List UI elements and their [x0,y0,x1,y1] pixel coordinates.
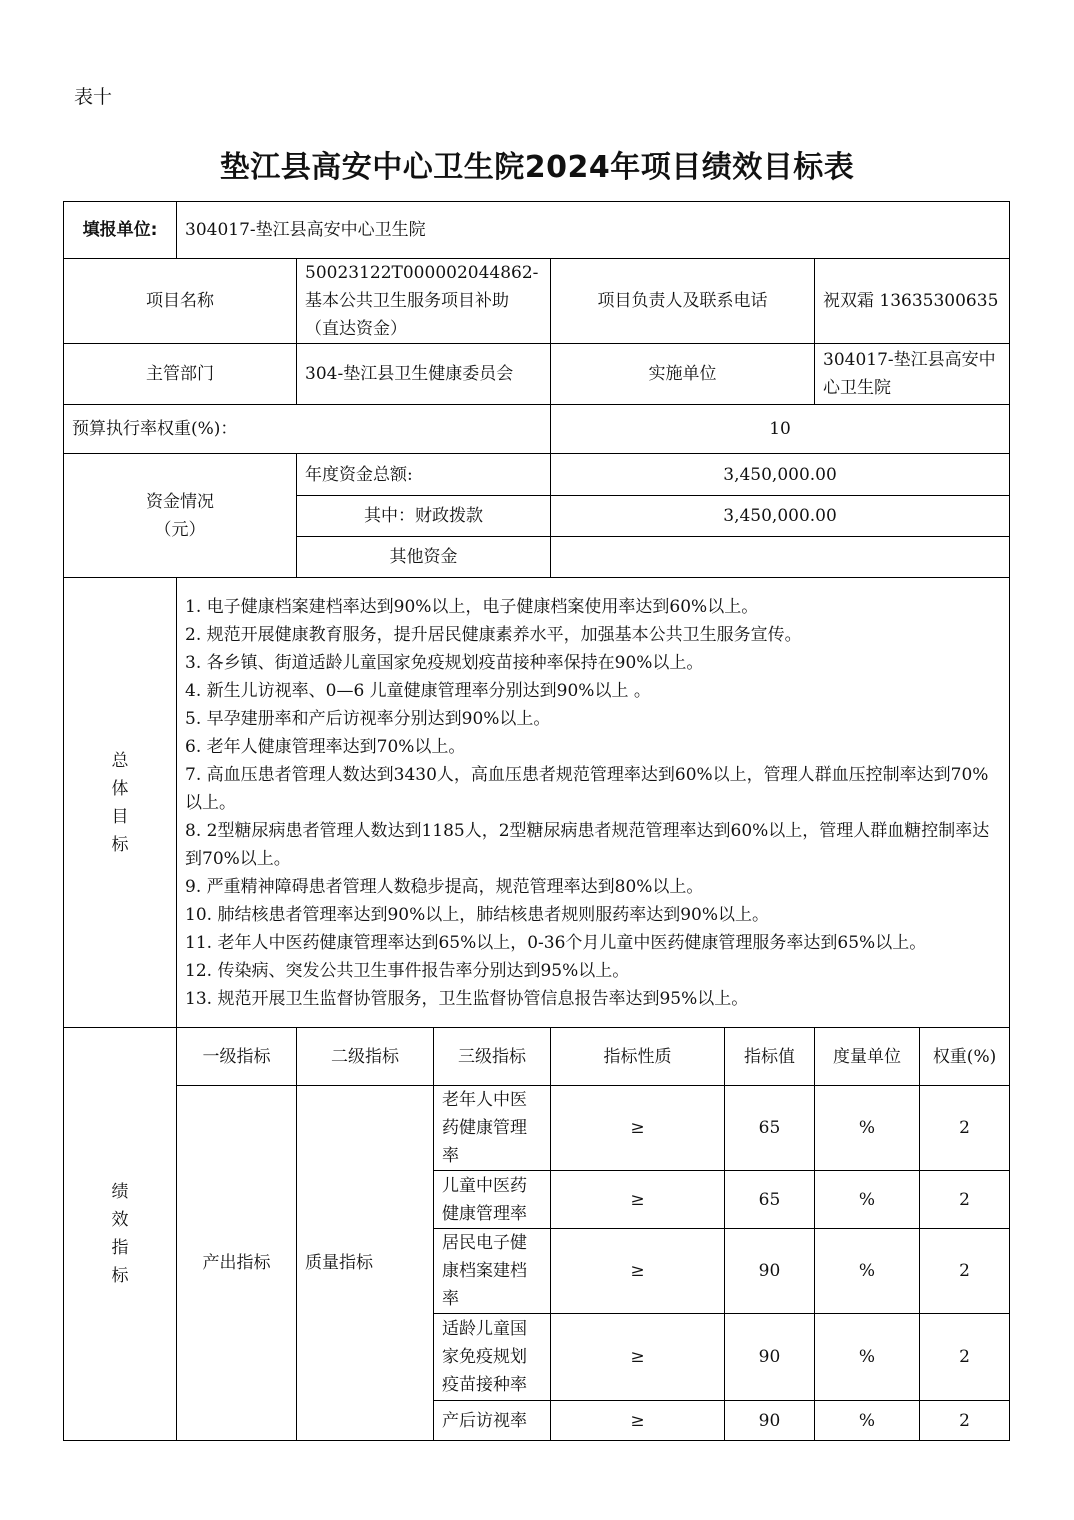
header-level2: 二级指标 [297,1028,434,1086]
indicator-section-char: 指 [111,1238,129,1258]
goal-item: 5. 早孕建册率和产后访视率分别达到90%以上。 [185,708,551,729]
indicator-unit: % [815,1401,920,1441]
project-name-label: 项目名称 [64,259,297,344]
indicator-value: 65 [725,1086,815,1171]
funds-total-label: 年度资金总额: [297,454,551,496]
indicator-nature: ≥ [551,1314,725,1401]
header-level3: 三级指标 [434,1028,551,1086]
project-contact-label: 项目负责人及联系电话 [551,259,815,344]
goal-item: 13. 规范开展卫生监督协管服务，卫生监督协管信息报告率达到95%以上。 [185,988,749,1009]
document-title: 垫江县高安中心卫生院2024年项目绩效目标表 [219,150,855,185]
indicator-section-label [64,1028,177,1441]
overall-goal-char: 标 [111,834,129,855]
overall-goal-char: 体 [111,778,129,799]
funds-fiscal-value: 3,450,000.00 [551,496,1010,537]
impl-unit-value: 304017-垫江县高安中心卫生院 [815,344,1010,405]
indicator-weight: 2 [920,1171,1010,1229]
indicator-unit: % [815,1086,920,1171]
overall-goal-content [177,578,1010,1028]
indicator-value: 90 [725,1229,815,1314]
overall-goal-char: 目 [111,806,129,827]
indicator-section-char: 绩 [111,1182,129,1202]
funds-other-label: 其他资金 [297,537,551,578]
performance-target-table [63,201,1010,1441]
indicator-name: 居民电子健康档案建档率 [434,1229,551,1314]
header-unit: 度量单位 [815,1028,920,1086]
goal-item: 3. 各乡镇、街道适龄儿童国家免疫规划疫苗接种率保持在90%以上。 [185,652,704,673]
filler-value: 304017-垫江县高安中心卫生院 [177,202,1010,259]
indicator-nature: ≥ [551,1229,725,1314]
indicator-weight: 2 [920,1401,1010,1441]
budget-rate-label: 预算执行率权重(%)： [64,405,551,454]
indicator-value: 90 [725,1314,815,1401]
table-number-label: 表十 [74,86,113,108]
indicator-nature: ≥ [551,1086,725,1171]
filler-label: 填报单位: [64,202,177,259]
indicator-name: 儿童中医药健康管理率 [434,1171,551,1229]
overall-goal-label [64,578,177,1028]
indicator-name: 产后访视率 [434,1401,551,1441]
goal-item: 10. 肺结核患者管理率达到90%以上，肺结核患者规则服药率达到90%以上。 [185,904,770,925]
indicator-section-char: 标 [111,1266,129,1286]
goal-item: 7. 高血压患者管理人数达到3430人，高血压患者规范管理率达到60%以上，管理人群血压控制率达到70%以上。 [185,764,989,813]
funds-label-line1: 资金情况 [146,491,214,512]
indicator-section-char: 效 [111,1210,129,1230]
header-level1: 一级指标 [177,1028,297,1086]
table-row [64,1086,1010,1171]
indicator-nature: ≥ [551,1401,725,1441]
funds-fiscal-label: 其中：财政拨款 [297,496,551,537]
dept-value: 304-垫江县卫生健康委员会 [297,344,551,405]
impl-unit-label: 实施单位 [551,344,815,405]
indicator-name: 老年人中医药健康管理率 [434,1086,551,1171]
level1-value: 产出指标 [177,1086,297,1441]
goal-item: 4. 新生儿访视率、0—6 儿童健康管理率分别达到90%以上 。 [185,680,651,701]
goal-item: 2. 规范开展健康教育服务，提升居民健康素养水平，加强基本公共卫生服务宣传。 [185,624,802,645]
funds-label [64,454,297,578]
indicator-weight: 2 [920,1314,1010,1401]
indicator-weight: 2 [920,1086,1010,1171]
goal-item: 11. 老年人中医药健康管理率达到65%以上，0-36个月儿童中医药健康管理服务率达到65%以上。 [185,932,927,953]
indicator-unit: % [815,1171,920,1229]
budget-rate-value: 10 [551,405,1010,454]
funds-total-value: 3,450,000.00 [551,454,1010,496]
indicator-nature: ≥ [551,1171,725,1229]
goal-item: 6. 老年人健康管理率达到70%以上。 [185,736,466,757]
project-contact-value: 祝双霜 13635300635 [815,259,1010,344]
level2-value: 质量指标 [297,1086,434,1441]
indicator-value: 65 [725,1171,815,1229]
header-nature: 指标性质 [551,1028,725,1086]
header-weight: 权重(%) [920,1028,1010,1086]
funds-other-value [551,537,1010,578]
funds-label-line2: （元） [154,519,206,540]
indicator-unit: % [815,1229,920,1314]
indicator-name: 适龄儿童国家免疫规划疫苗接种率 [434,1314,551,1401]
goal-item: 9. 严重精神障碍患者管理人数稳步提高，规范管理率达到80%以上。 [185,876,704,897]
project-name-value: 50023122T000002044862-基本公共卫生服务项目补助（直达资金） [297,259,551,344]
header-value: 指标值 [725,1028,815,1086]
indicator-value: 90 [725,1401,815,1441]
overall-goal-char: 总 [111,750,129,771]
goal-item: 12. 传染病、突发公共卫生事件报告率分别达到95%以上。 [185,960,630,981]
goal-item: 1. 电子健康档案建档率达到90%以上，电子健康档案使用率达到60%以上。 [185,596,759,617]
indicator-unit: % [815,1314,920,1401]
goal-item: 8. 2型糖尿病患者管理人数达到1185人，2型糖尿病患者规范管理率达到60%以上，管理人群血糖控制率达到70%以上。 [185,820,990,869]
dept-label: 主管部门 [64,344,297,405]
indicator-weight: 2 [920,1229,1010,1314]
